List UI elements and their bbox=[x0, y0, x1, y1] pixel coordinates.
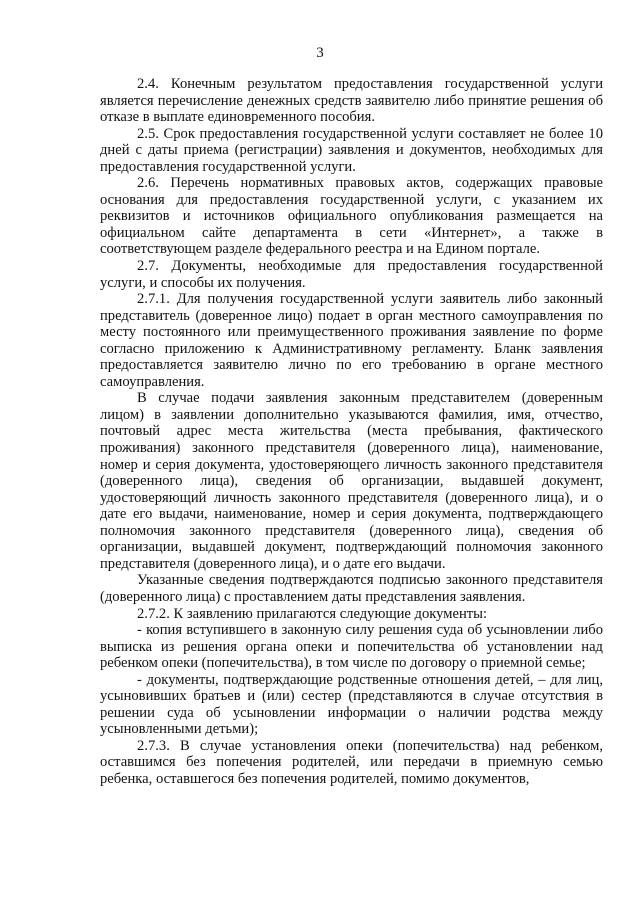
list-item-court-decision-copy: - копия вступившего в законную силу решения суда об усыновлении либо выписка из решения органа опеки и попечительства об установлении над ребенком опеки (попечительства), в том числе по договору о приемной семье; bbox=[100, 622, 603, 672]
paragraph-2-6: 2.6. Перечень нормативных правовых актов, содержащих правовые основания для предоставления государственной услуги, с указанием их реквизитов и источников официального опубликования размещается на официальном сайте департамента в сети «Интернет», а также в соответствующем разделе федерального реестра и на Едином портале. bbox=[100, 175, 603, 258]
paragraph-2-7-1: 2.7.1. Для получения государственной услуги заявитель либо законный представитель (доверенное лицо) подает в орган местного самоуправления по месту постоянного или преимущественного проживания заявление по форме согласно приложению к Административному регламенту. Бланк заявления предоставляется заявителю лично по его требованию в органе местного самоуправления. bbox=[100, 291, 603, 390]
paragraph-representative-details: В случае подачи заявления законным представителем (доверенным лицом) в заявлении дополнительно указываются фамилия, имя, отчество, почтовый адрес места жительства (места пребывания, фактического проживания) законного представителя (доверенного лица), наименование, номер и серия документа, удостоверяющего личность законного представителя (доверенного лица), сведения об организации, выдавшей документ, удостоверяющий личность законного представителя (доверенного лица), и о дате его выдачи, наименование, номер и серия документа, подтверждающего полномочия законного представителя (доверенного лица), сведения об организации, выдавшей документ, подтверждающий полномочия законного представителя (доверенного лица), и о дате его выдачи. bbox=[100, 390, 603, 572]
list-item-kinship-documents: - документы, подтверждающие родственные отношения детей, – для лиц, усыновивших братьев и (или) сестер (представляются в случае отсутствия в решении суда об усыновлении информации о наличии родства между усыновленными детьми); bbox=[100, 671, 603, 738]
paragraph-2-7-2: 2.7.2. К заявлению прилагаются следующие документы: bbox=[137, 605, 488, 622]
paragraph-2-7-3: 2.7.3. В случае установления опеки (попечительства) над ребенком, оставшимся без попечения родителей, или передачи в приемную семью ребенка, оставшегося без попечения родителей, помимо документов, bbox=[100, 737, 603, 787]
paragraph-2-5: 2.5. Срок предоставления государственной услуги составляет не более 10 дней с даты приема (регистрации) заявления и документов, необходимых для предоставления государственной услуги. bbox=[100, 125, 603, 175]
document-body bbox=[100, 76, 603, 788]
paragraph-signature-confirmation: Указанные сведения подтверждаются подписью законного представителя (доверенного лица) с проставлением даты представления заявления. bbox=[100, 572, 603, 605]
paragraph-2-4: 2.4. Конечным результатом предоставления государственной услуги является перечисление денежных средств заявителю либо принятие решения об отказе в выплате единовременного пособия. bbox=[100, 76, 603, 126]
page-number: 3 bbox=[316, 45, 324, 61]
paragraph-2-7: 2.7. Документы, необходимые для предоставления государственной услуги, и способы их получения. bbox=[100, 258, 603, 291]
